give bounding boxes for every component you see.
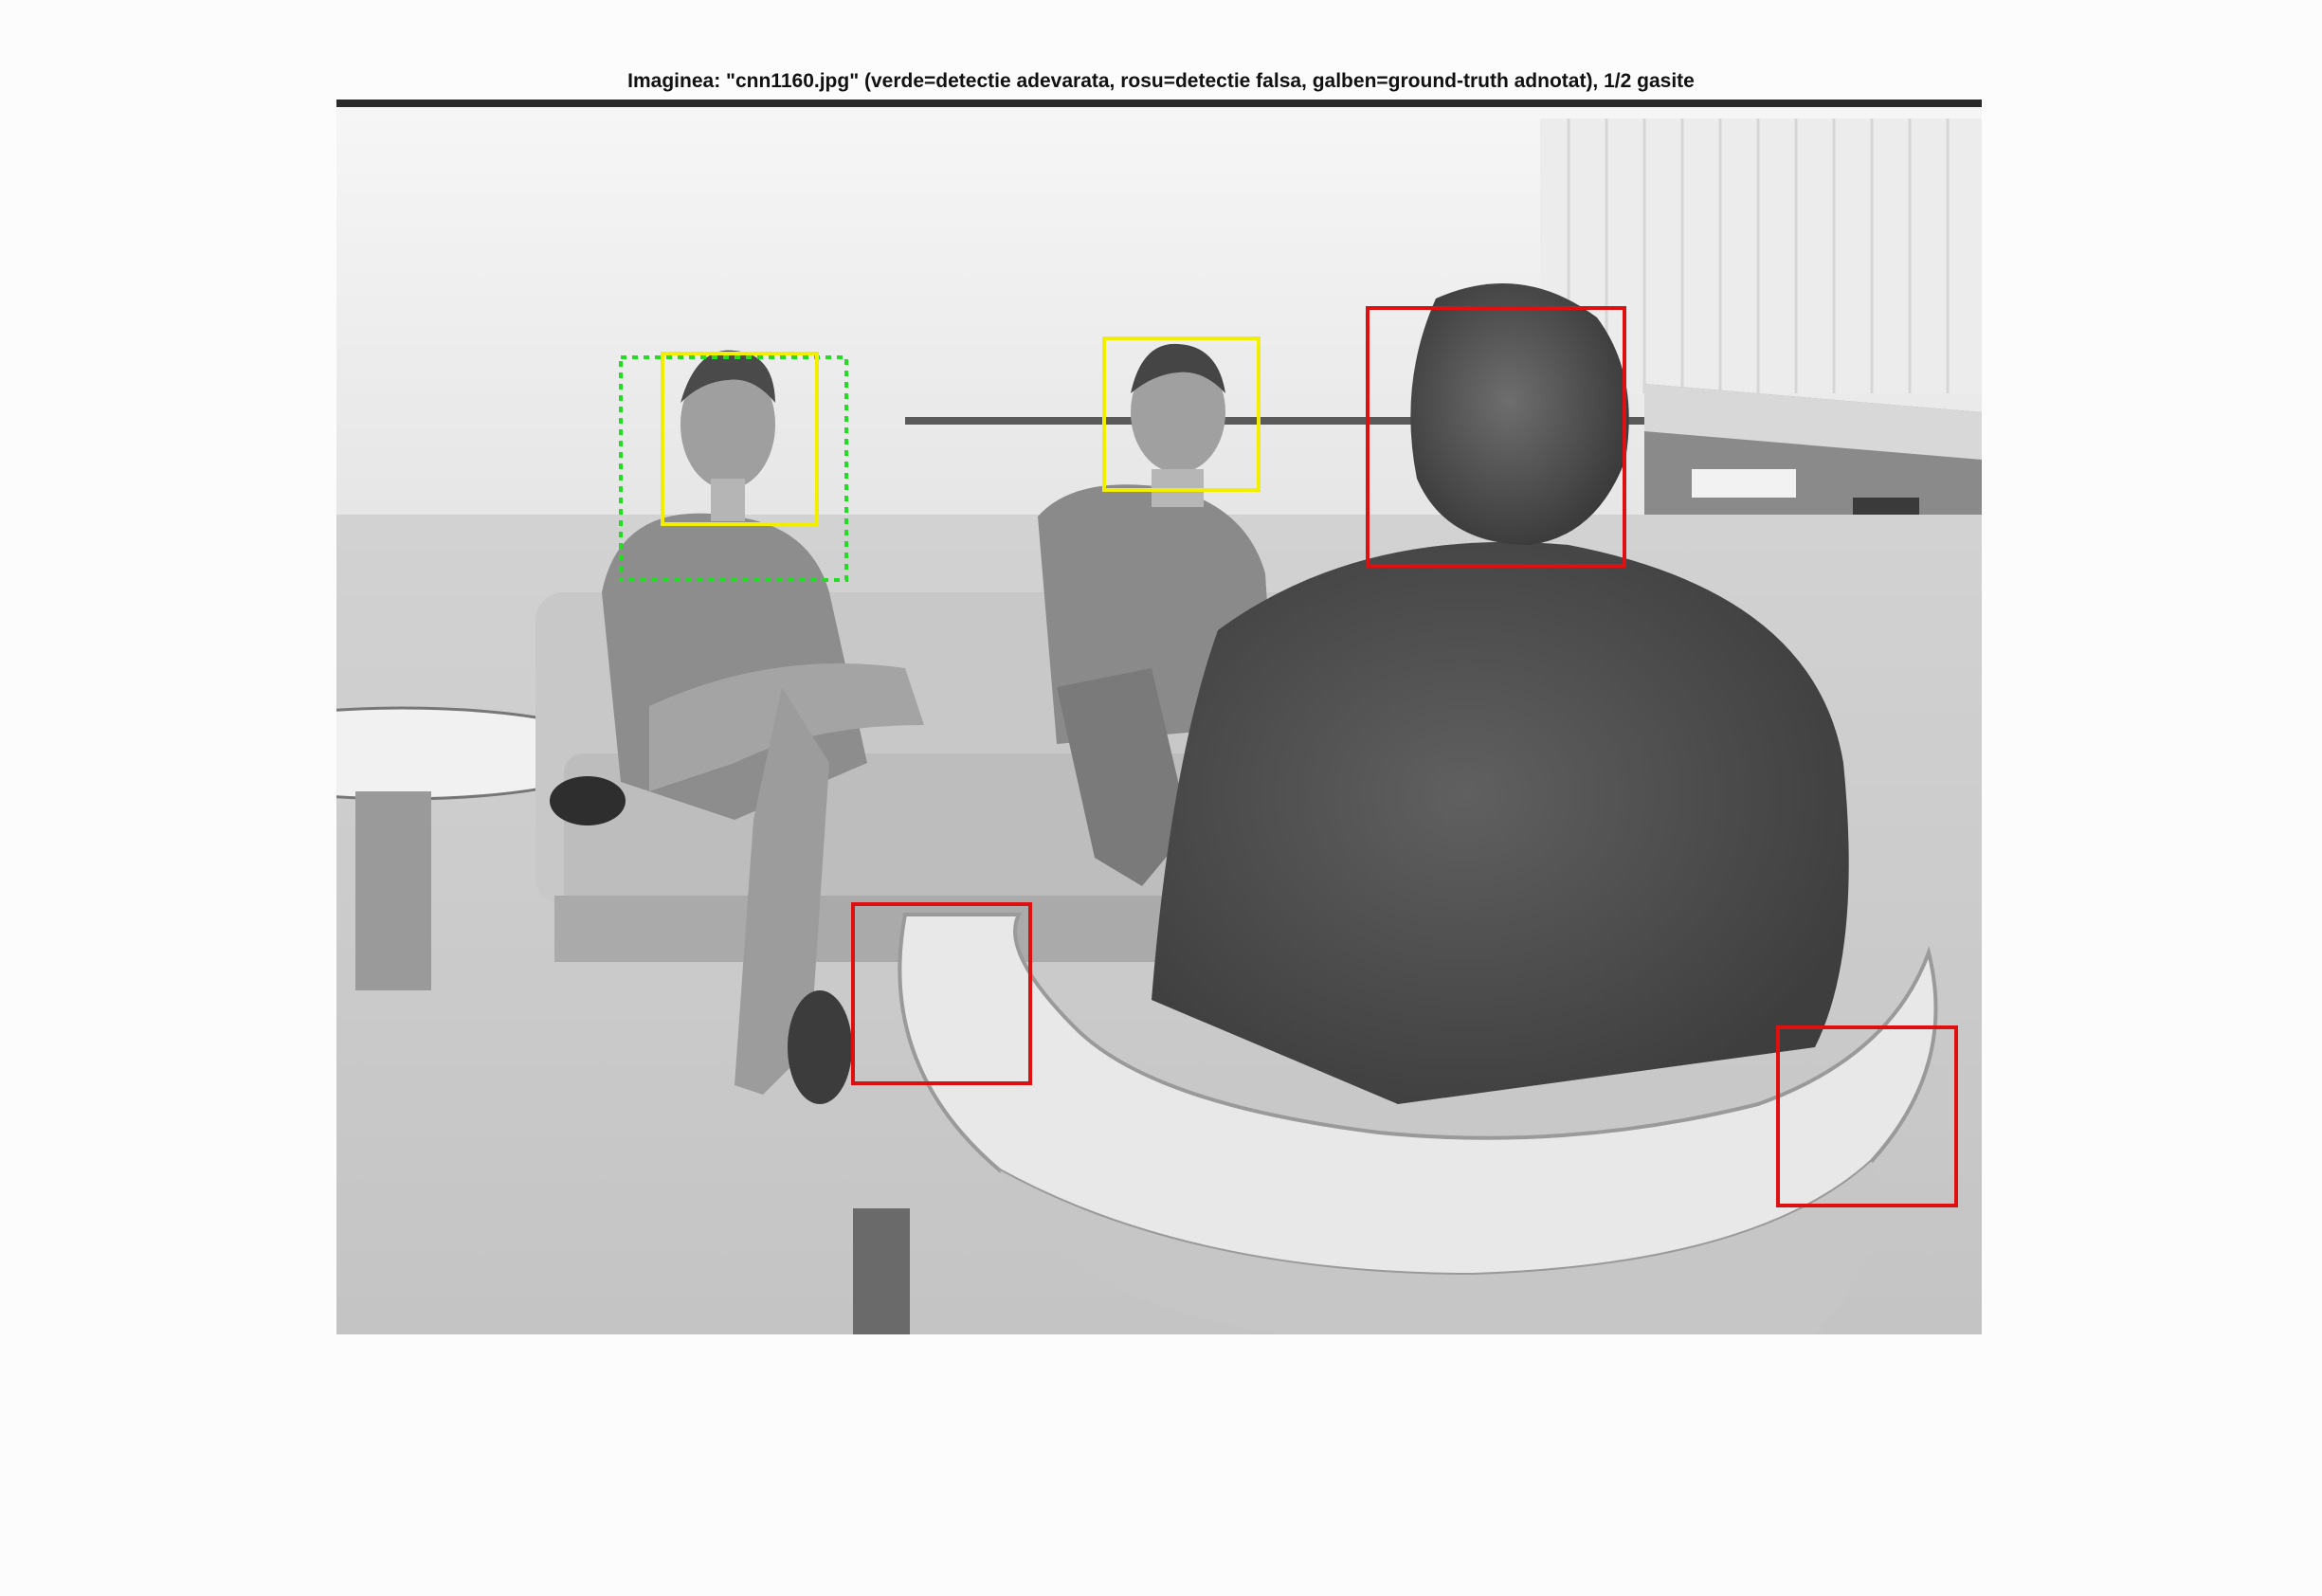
ground-truth-box-face-middle: [1104, 338, 1259, 490]
figure-title: Imaginea: "cnn1160.jpg" (verde=detectie adevarata, rosu=detectie falsa, galben=ground-truth adnotat), 1/2 gasite: [627, 70, 1695, 92]
detection-overlay: [336, 100, 1982, 1334]
photo-frame: [336, 100, 1982, 1334]
false-detection-box-chair-right: [1778, 1027, 1956, 1206]
false-detection-box-chair-left: [853, 904, 1030, 1083]
true-detection-box-1: [621, 357, 846, 580]
ground-truth-box-face-left: [662, 354, 817, 524]
false-detection-box-head: [1368, 308, 1624, 566]
